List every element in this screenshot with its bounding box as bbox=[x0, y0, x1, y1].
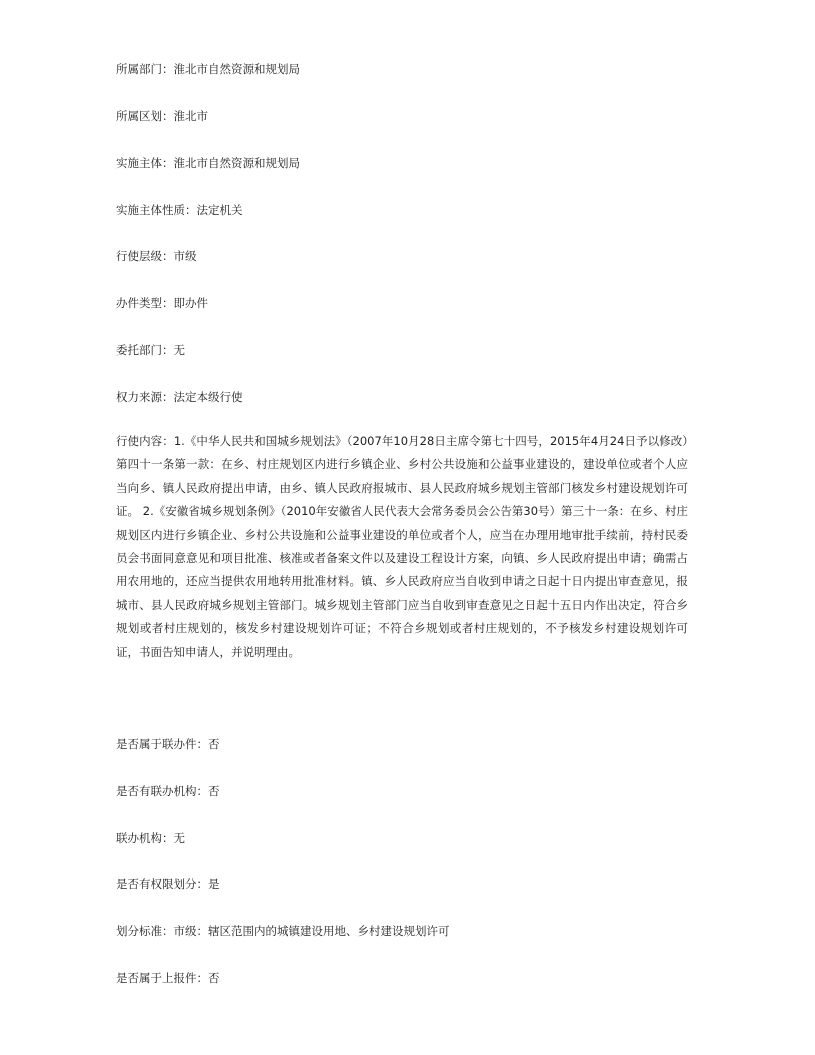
field-joint-agency bbox=[116, 830, 185, 846]
field-power-source bbox=[116, 389, 243, 405]
field-value: 无 bbox=[173, 831, 185, 845]
field-value: 法定机关 bbox=[196, 203, 243, 217]
field-value: 即办件 bbox=[173, 296, 208, 310]
field-value: 1.《中华人民共和国城乡规划法》（2007年10月28日主席令第七十四号，2015年4月24日予以修改）第四十一条第一款：在乡、村庄规划区内进行乡镇企业、乡村公共设施和公益事业建设的，建设单位或者个人应当向乡、镇人民政府提出申请，由乡、镇人民政府报城市、县人民政府城乡规划主管部门核发乡村建设规划许可证。 2.《安徽省城乡规划条例》（2010年安徽省人民代表大会常务委员会公告第30号）第三十一条：在乡、村庄规划区内进行乡镇企业、乡村公共设施和公益事业建设的单位或者个人，应当在办理用地审批手续前，持村民委员会书面同意意见和项目批准、核准或者备案文件以及建设工程设计方案，向镇、乡人民政府提出申请；确需占用农用地的，还应当提供农用地转用批准材料。镇、乡人民政府应当自收到申请之日起十日内提出审查意见，报城市、县人民政府城乡规划主管部门。城乡规划主管部门应当自收到审查意见之日起十五日内作出决定，符合乡规划或者村庄规划的，核发乡村建设规划许可证；不符合乡规划或者村庄规划的，不予核发乡村建设规划许可证，书面告知申请人，并说明理由。 bbox=[116, 434, 689, 659]
field-label: 所属区划： bbox=[116, 109, 174, 123]
field-exercise-content bbox=[116, 430, 688, 664]
field-label: 行使层级： bbox=[116, 249, 174, 263]
field-authority-division bbox=[116, 876, 220, 892]
field-value: 市级 bbox=[173, 249, 197, 263]
field-has-joint-agency bbox=[116, 783, 220, 799]
field-label: 划分标准： bbox=[116, 924, 174, 938]
field-exercise-level bbox=[116, 248, 197, 264]
field-value: 是 bbox=[208, 877, 220, 891]
field-value: 法定本级行使 bbox=[173, 390, 243, 404]
field-value: 否 bbox=[208, 971, 220, 985]
field-label: 是否属于上报件： bbox=[116, 971, 208, 985]
field-label: 行使内容： bbox=[116, 434, 174, 448]
field-value: 淮北市自然资源和规划局 bbox=[173, 156, 300, 170]
field-division-standard bbox=[116, 923, 450, 939]
field-label: 是否有权限划分： bbox=[116, 877, 208, 891]
field-region bbox=[116, 108, 208, 124]
field-joint-case bbox=[116, 736, 220, 752]
field-reported-case bbox=[116, 970, 220, 986]
field-value: 否 bbox=[208, 737, 220, 751]
field-label: 办件类型： bbox=[116, 296, 174, 310]
field-label: 是否属于联办件： bbox=[116, 737, 208, 751]
field-label: 委托部门： bbox=[116, 343, 174, 357]
field-body-nature bbox=[116, 202, 243, 218]
field-label: 权力来源： bbox=[116, 390, 174, 404]
field-entrusted-department bbox=[116, 342, 185, 358]
field-value: 淮北市 bbox=[173, 109, 208, 123]
field-label: 实施主体性质： bbox=[116, 203, 197, 217]
field-value: 淮北市自然资源和规划局 bbox=[173, 62, 300, 76]
field-label: 联办机构： bbox=[116, 831, 174, 845]
field-label: 是否有联办机构： bbox=[116, 784, 208, 798]
field-implementing-body bbox=[116, 155, 300, 171]
field-case-type bbox=[116, 295, 208, 311]
field-value: 否 bbox=[208, 784, 220, 798]
field-value: 无 bbox=[173, 343, 185, 357]
field-label: 实施主体： bbox=[116, 156, 174, 170]
field-value: 市级：辖区范围内的城镇建设用地、乡村建设规划许可 bbox=[173, 924, 450, 938]
field-label: 所属部门： bbox=[116, 62, 174, 76]
field-department bbox=[116, 61, 300, 77]
